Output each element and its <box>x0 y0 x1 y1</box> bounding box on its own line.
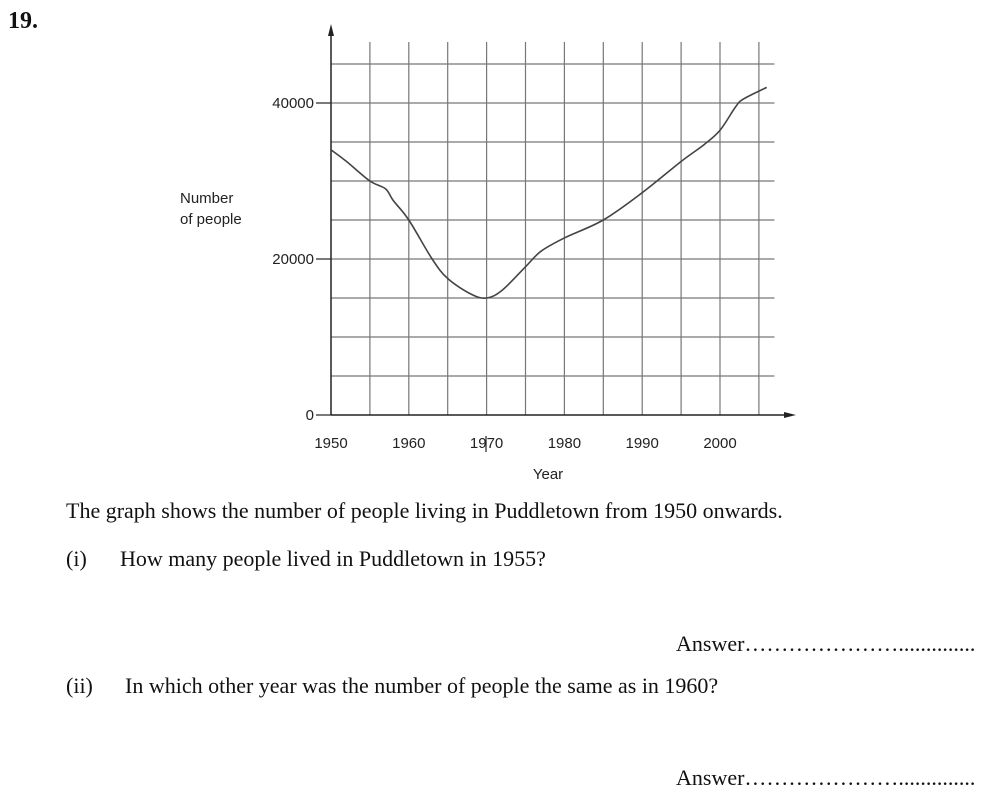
intro-text: The graph shows the number of people living in Puddletown from 1950 onwards. <box>66 498 783 523</box>
x-tick-label: 1950 <box>314 435 348 452</box>
x-tick-label: 2000 <box>703 435 737 452</box>
y-tick-label: 20000 <box>272 251 314 268</box>
y-axis-label: of people <box>180 211 242 228</box>
x-tick-label: 1990 <box>625 435 659 452</box>
x-axis-label: Year <box>532 466 564 483</box>
part-i-question: How many people lived in Puddletown in 1955? <box>120 546 546 571</box>
question-number: 19. <box>8 8 38 34</box>
x-axis-arrow-icon <box>784 412 796 418</box>
y-tick-label: 40000 <box>272 95 314 112</box>
x-tick-label: 1970 <box>469 435 504 452</box>
x-tick-label: 1960 <box>392 435 426 452</box>
part-i-answer-line[interactable]: Answer………………….............. <box>676 631 976 656</box>
y-tick-label: 0 <box>305 407 314 424</box>
chart-labels <box>180 95 737 483</box>
x-tick-label: 1980 <box>547 435 582 452</box>
part-ii-label: (ii) <box>66 673 93 698</box>
chart-axes <box>316 24 796 452</box>
population-line <box>331 87 767 298</box>
chart-grid <box>331 42 774 415</box>
y-axis-label: Number <box>180 190 234 207</box>
part-ii-question: In which other year was the number of people the same as in 1960? <box>125 673 719 698</box>
y-axis-arrow-icon <box>328 24 334 36</box>
part-i-label: (i) <box>66 546 87 571</box>
part-ii-answer-line[interactable]: Answer………………….............. <box>676 765 976 790</box>
